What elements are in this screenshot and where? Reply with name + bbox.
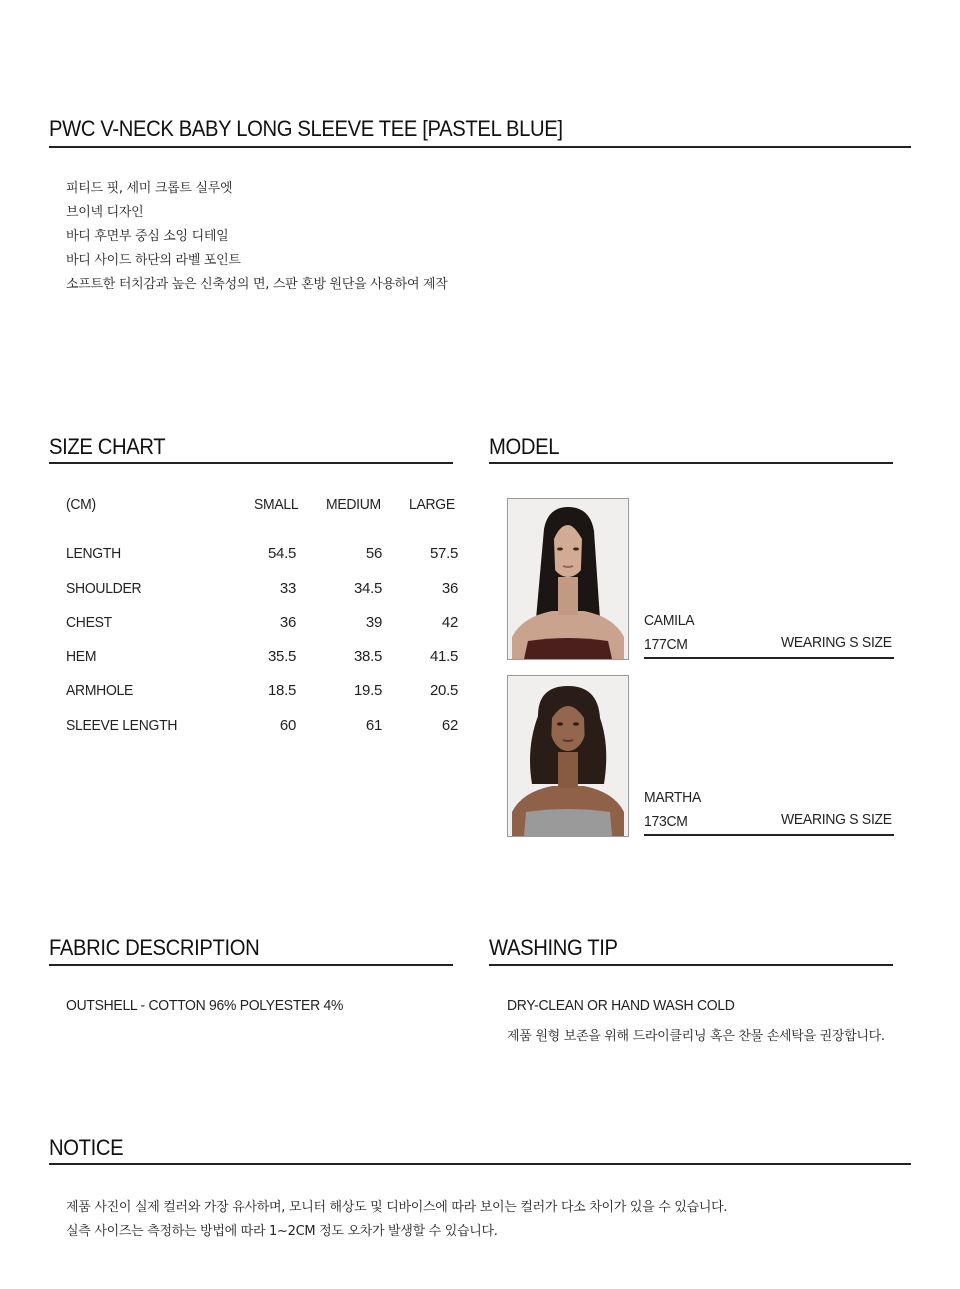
row-label: SLEEVE LENGTH xyxy=(66,717,178,734)
fabric-composition: OUTSHELL - COTTON 96% POLYESTER 4% xyxy=(66,997,344,1014)
notice-line: 실측 사이즈는 측정하는 방법에 따라 1~2CM 정도 오차가 발생할 수 있습니다. xyxy=(66,1224,498,1239)
model-divider-line xyxy=(644,657,894,659)
description-line: 피티드 핏, 세미 크롭트 실루엣 xyxy=(66,181,233,196)
cell-value: 41.5 xyxy=(430,648,458,665)
column-header: MEDIUM xyxy=(326,496,381,513)
model-divider xyxy=(489,462,893,464)
fabric-heading: FABRIC DESCRIPTION xyxy=(49,935,260,960)
title-divider xyxy=(49,146,911,148)
model-divider-line xyxy=(644,834,894,836)
unit-label: (CM) xyxy=(66,496,96,513)
cell-value: 34.5 xyxy=(354,580,382,597)
cell-value: 18.5 xyxy=(268,682,296,699)
model-name: MARTHA xyxy=(644,789,701,806)
cell-value: 39 xyxy=(365,614,382,631)
model-photo-camila xyxy=(507,498,629,660)
cell-value: 36 xyxy=(279,614,296,631)
washing-heading: WASHING TIP xyxy=(489,935,618,960)
washing-instruction: DRY-CLEAN OR HAND WASH COLD xyxy=(507,997,735,1014)
cell-value: 54.5 xyxy=(268,545,296,562)
description-line: 소프트한 터치감과 높은 신축성의 면, 스판 혼방 원단을 사용하여 제작 xyxy=(66,277,448,292)
row-label: SHOULDER xyxy=(66,580,142,597)
column-header: LARGE xyxy=(409,496,455,513)
cell-value: 36 xyxy=(441,580,458,597)
washing-note: 제품 원형 보존을 위해 드라이클리닝 혹은 찬물 손세탁을 권장합니다. xyxy=(507,1029,885,1044)
cell-value: 60 xyxy=(279,717,296,734)
cell-value: 61 xyxy=(365,717,382,734)
model-heading: MODEL xyxy=(489,434,560,459)
cell-value: 56 xyxy=(365,545,382,562)
model-portrait-image xyxy=(508,676,628,836)
model-height: 173CM xyxy=(644,813,688,830)
cell-value: 57.5 xyxy=(430,545,458,562)
cell-value: 38.5 xyxy=(354,648,382,665)
description-line: 바디 사이드 하단의 라벨 포인트 xyxy=(66,253,241,268)
notice-heading: NOTICE xyxy=(49,1135,124,1160)
model-size: WEARING S SIZE xyxy=(781,811,892,828)
model-photo-martha xyxy=(507,675,629,837)
cell-value: 33 xyxy=(279,580,296,597)
size-chart-divider xyxy=(49,462,453,464)
description-line: 바디 후면부 중심 소잉 디테일 xyxy=(66,229,229,244)
description-line: 브이넥 디자인 xyxy=(66,205,144,220)
notice-divider xyxy=(49,1163,911,1165)
row-label: HEM xyxy=(66,648,97,665)
column-header: SMALL xyxy=(254,496,299,513)
notice-line: 제품 사진이 실제 컬러와 가장 유사하며, 모니터 해상도 및 디바이스에 따라 보이는 컬러가 다소 차이가 있을 수 있습니다. xyxy=(66,1200,728,1215)
model-height: 177CM xyxy=(644,636,688,653)
product-title: PWC V-NECK BABY LONG SLEEVE TEE [PASTEL BLUE] xyxy=(49,116,563,141)
cell-value: 35.5 xyxy=(268,648,296,665)
model-name: CAMILA xyxy=(644,612,695,629)
fabric-divider xyxy=(49,964,453,966)
row-label: ARMHOLE xyxy=(66,682,134,699)
row-label: CHEST xyxy=(66,614,112,631)
washing-divider xyxy=(489,964,893,966)
cell-value: 20.5 xyxy=(430,682,458,699)
model-portrait-image xyxy=(508,499,628,659)
cell-value: 42 xyxy=(441,614,458,631)
size-chart-heading: SIZE CHART xyxy=(49,434,166,459)
model-size: WEARING S SIZE xyxy=(781,634,892,651)
row-label: LENGTH xyxy=(66,545,121,562)
cell-value: 62 xyxy=(441,717,458,734)
cell-value: 19.5 xyxy=(354,682,382,699)
